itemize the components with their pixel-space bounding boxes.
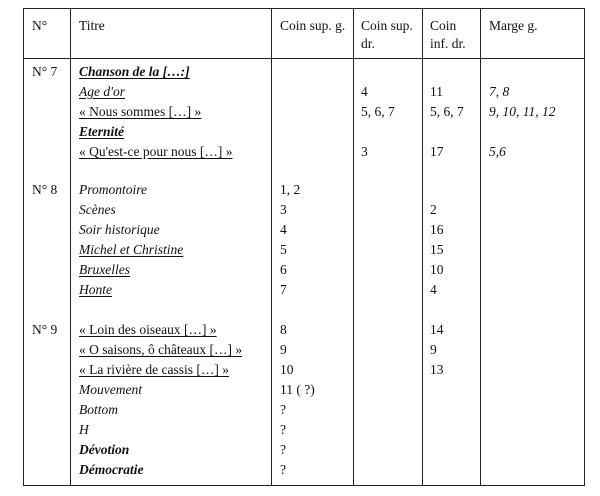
cell-coin-inf-dr: 13 bbox=[430, 362, 444, 377]
cell-coin-inf-dr: 17 bbox=[430, 144, 444, 159]
group-number: N° 9 bbox=[32, 322, 58, 337]
row-title: « Loin des oiseaux […] » bbox=[79, 322, 217, 337]
column-divider-coin-sup-g bbox=[271, 9, 272, 485]
row-title: Michel et Christine bbox=[79, 242, 184, 257]
group-number: N° 7 bbox=[32, 64, 58, 79]
cell-coin-inf-dr: 15 bbox=[430, 242, 444, 257]
cell-coin-sup-dr: 3 bbox=[361, 144, 368, 159]
row-title: « La rivière de cassis […] » bbox=[79, 362, 229, 377]
row-title: Mouvement bbox=[79, 382, 142, 397]
cell-coin-inf-dr: 2 bbox=[430, 202, 437, 217]
header-coin-inf-dr: Coin inf. dr. bbox=[430, 18, 466, 51]
header-titre: Titre bbox=[79, 18, 105, 33]
cell-coin-sup-dr: 4 bbox=[361, 84, 368, 99]
header-marge-g: Marge g. bbox=[489, 18, 538, 33]
row-title: Bottom bbox=[79, 402, 118, 417]
header-divider bbox=[24, 58, 584, 59]
row-title: Scènes bbox=[79, 202, 116, 217]
cell-coin-sup-g: 8 bbox=[280, 322, 287, 337]
header-no: N° bbox=[32, 18, 48, 33]
cell-coin-sup-g: 11 ( ?) bbox=[280, 382, 315, 397]
row-title: Eternité bbox=[79, 124, 125, 139]
cell-coin-sup-g: ? bbox=[280, 462, 286, 477]
group-number: N° 8 bbox=[32, 182, 58, 197]
row-title: H bbox=[79, 422, 89, 437]
cell-coin-sup-g: 5 bbox=[280, 242, 287, 257]
column-divider-titre bbox=[70, 9, 71, 485]
row-title: Démocratie bbox=[79, 462, 144, 477]
cell-marge-g: 7, 8 bbox=[489, 84, 510, 99]
cell-coin-sup-g: 4 bbox=[280, 222, 287, 237]
column-divider-coin-inf-dr bbox=[422, 9, 423, 485]
cell-coin-inf-dr: 11 bbox=[430, 84, 443, 99]
row-title: « Nous sommes […] » bbox=[79, 104, 202, 119]
cell-coin-inf-dr: 10 bbox=[430, 262, 444, 277]
column-divider-coin-sup-dr bbox=[353, 9, 354, 485]
cell-coin-sup-g: ? bbox=[280, 402, 286, 417]
row-title: Age d'or bbox=[79, 84, 126, 99]
cell-coin-sup-g: 6 bbox=[280, 262, 287, 277]
row-title: Bruxelles bbox=[79, 262, 130, 277]
cell-coin-sup-g: 3 bbox=[280, 202, 287, 217]
cell-coin-inf-dr: 9 bbox=[430, 342, 437, 357]
cell-coin-inf-dr: 16 bbox=[430, 222, 444, 237]
cell-marge-g: 5,6 bbox=[489, 144, 506, 159]
cell-coin-sup-g: 7 bbox=[280, 282, 287, 297]
cell-coin-sup-g: 9 bbox=[280, 342, 287, 357]
manuscript-table bbox=[23, 8, 585, 486]
cell-coin-inf-dr: 4 bbox=[430, 282, 437, 297]
cell-coin-inf-dr: 14 bbox=[430, 322, 444, 337]
cell-coin-sup-dr: 5, 6, 7 bbox=[361, 104, 395, 119]
header-coin-sup-g: Coin sup. g. bbox=[280, 18, 346, 33]
row-title: Promontoire bbox=[79, 182, 147, 197]
header-coin-sup-dr: Coin sup. dr. bbox=[361, 18, 413, 51]
column-divider-marge-g bbox=[480, 9, 481, 485]
row-title: Honte bbox=[79, 282, 112, 297]
row-title: « Qu'est-ce pour nous […] » bbox=[79, 144, 233, 159]
cell-coin-sup-g: 1, 2 bbox=[280, 182, 301, 197]
cell-coin-sup-g: ? bbox=[280, 442, 286, 457]
cell-coin-inf-dr: 5, 6, 7 bbox=[430, 104, 464, 119]
cell-marge-g: 9, 10, 11, 12 bbox=[489, 104, 556, 119]
row-title: « O saisons, ô châteaux […] » bbox=[79, 342, 243, 357]
row-title: Dévotion bbox=[79, 442, 130, 457]
cell-coin-sup-g: ? bbox=[280, 422, 286, 437]
cell-coin-sup-g: 10 bbox=[280, 362, 294, 377]
row-title: Soir historique bbox=[79, 222, 160, 237]
row-title: Chanson de la […:] bbox=[79, 64, 190, 79]
